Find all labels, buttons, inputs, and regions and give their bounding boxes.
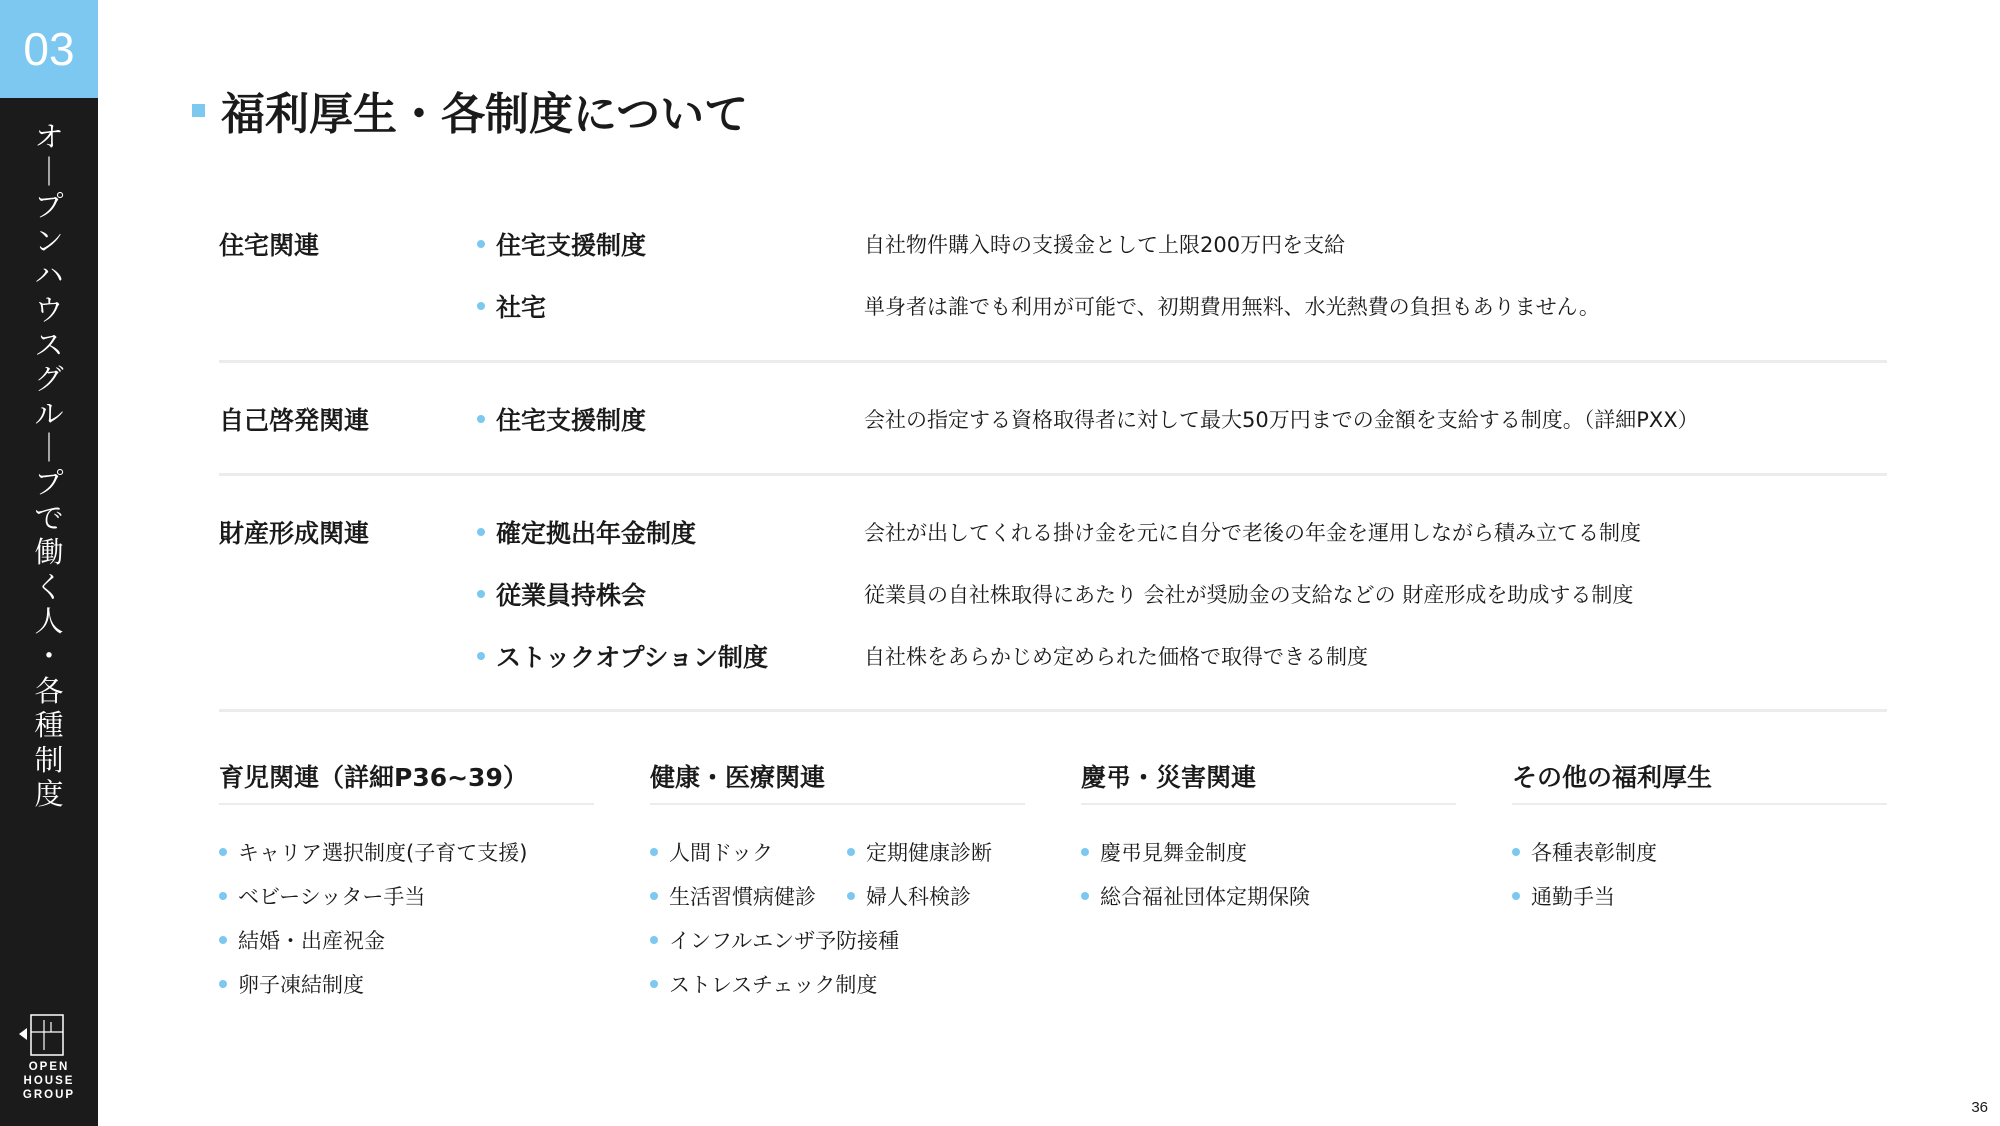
column-underline	[1081, 803, 1456, 805]
column-heading-condolence: 慶弔・災害関連	[1081, 763, 1257, 792]
bullet-dot	[1081, 892, 1089, 900]
item-name: 従業員持株会	[477, 574, 646, 614]
list-item: 総合福祉団体定期保険	[1081, 880, 1310, 912]
column-underline	[219, 803, 594, 805]
vertical-title-char: く	[34, 569, 64, 604]
category-label: 財産形成関連	[219, 519, 370, 548]
bullet-dot	[477, 528, 485, 536]
bullet-dot	[847, 848, 855, 856]
section-number: 03	[0, 0, 98, 98]
vertical-title-char: 働	[34, 535, 64, 570]
list-item: 通勤手当	[1512, 880, 1615, 912]
vertical-title-char: ｜	[34, 154, 64, 189]
bullet-dot	[650, 892, 658, 900]
bullet-dot	[477, 240, 485, 248]
item-desc: 会社が出してくれる掛け金を元に自分で老後の年金を運用しながら積み立てる制度	[864, 521, 1641, 545]
title-marker	[192, 104, 205, 117]
list-item: キャリア選択制度(子育て支援)	[219, 836, 527, 868]
logo-text: OPEN HOUSE GROUP	[22, 1061, 76, 1101]
house-logo-icon	[17, 1010, 81, 1058]
item-name: ストックオプション制度	[477, 636, 768, 676]
page-title-row	[192, 78, 748, 142]
bullet-dot	[1512, 892, 1520, 900]
vertical-title-char: 人	[34, 604, 64, 639]
category-label: 住宅関連	[219, 231, 320, 260]
item-desc: 自社株をあらかじめ定められた価格で取得できる制度	[864, 645, 1368, 669]
vertical-title-char: ・	[34, 638, 64, 673]
sidebar	[0, 0, 98, 1126]
list-item: 人間ドック	[650, 836, 773, 868]
bullet-dot	[219, 892, 227, 900]
bullet-dot	[650, 936, 658, 944]
item-desc: 従業員の自社株取得にあたり 会社が奨励金の支給などの 財産形成を助成する制度	[864, 583, 1634, 607]
section-divider	[219, 360, 1887, 363]
vertical-title	[0, 120, 98, 812]
open-house-logo	[17, 1010, 81, 1110]
bullet-dot	[650, 980, 658, 988]
vertical-title-char: ン	[34, 223, 64, 258]
bullet-dot	[219, 936, 227, 944]
category-label: 自己啓発関連	[219, 406, 370, 435]
vertical-title-char: 各	[34, 673, 64, 708]
bullet-dot	[477, 415, 485, 423]
page-title: 福利厚生・各制度について	[221, 89, 749, 140]
vertical-title-char: ｜	[34, 431, 64, 466]
bullet-dot	[477, 302, 485, 310]
vertical-title-char: グ	[34, 362, 64, 397]
section-divider	[219, 709, 1887, 712]
vertical-title-char: プ	[34, 465, 64, 500]
list-item: 卵子凍結制度	[219, 968, 364, 1000]
bullet-dot	[477, 590, 485, 598]
vertical-title-char: 度	[34, 777, 64, 812]
vertical-title-char: で	[34, 500, 64, 535]
vertical-title-char: 制	[34, 742, 64, 777]
item-name: 社宅	[477, 286, 546, 326]
item-name: 確定拠出年金制度	[477, 512, 696, 552]
list-item: 婦人科検診	[847, 880, 971, 912]
item-name: 住宅支援制度	[477, 399, 646, 439]
vertical-title-char: オ	[34, 120, 64, 154]
bullet-dot	[477, 652, 485, 660]
section-divider	[219, 473, 1887, 476]
column-underline	[650, 803, 1025, 805]
bullet-dot	[650, 848, 658, 856]
vertical-title-char: ル	[34, 396, 64, 431]
bullet-dot	[1081, 848, 1089, 856]
list-item: 結婚・出産祝金	[219, 924, 385, 956]
vertical-title-char: ス	[34, 327, 64, 362]
column-heading-childcare: 育児関連（詳細P36~39）	[219, 763, 528, 792]
item-desc: 単身者は誰でも利用が可能で、初期費用無料、水光熱費の負担もありません。	[864, 295, 1600, 319]
list-item: 定期健康診断	[847, 836, 992, 868]
column-underline	[1512, 803, 1887, 805]
vertical-title-char: 種	[34, 708, 64, 743]
page-number: 36	[1971, 1099, 1988, 1116]
item-desc: 会社の指定する資格取得者に対して最大50万円までの金額を支給する制度。（詳細PXX）	[864, 408, 1699, 432]
list-item: ベビーシッター手当	[219, 880, 425, 912]
column-heading-health: 健康・医療関連	[650, 763, 826, 792]
list-item: 生活習慣病健診	[650, 880, 816, 912]
list-item: インフルエンザ予防接種	[650, 924, 899, 956]
list-item: 各種表彰制度	[1512, 836, 1657, 868]
list-item: 慶弔見舞金制度	[1081, 836, 1247, 868]
bullet-dot	[847, 892, 855, 900]
list-item: ストレスチェック制度	[650, 968, 877, 1000]
vertical-title-char: ハ	[34, 258, 64, 293]
item-desc: 自社物件購入時の支援金として上限200万円を支給	[864, 233, 1346, 257]
vertical-title-char: プ	[34, 189, 64, 224]
bullet-dot	[219, 848, 227, 856]
item-name: 住宅支援制度	[477, 224, 646, 264]
bullet-dot	[1512, 848, 1520, 856]
vertical-title-char: ウ	[34, 292, 64, 327]
column-heading-other: その他の福利厚生	[1512, 763, 1713, 792]
bullet-dot	[219, 980, 227, 988]
